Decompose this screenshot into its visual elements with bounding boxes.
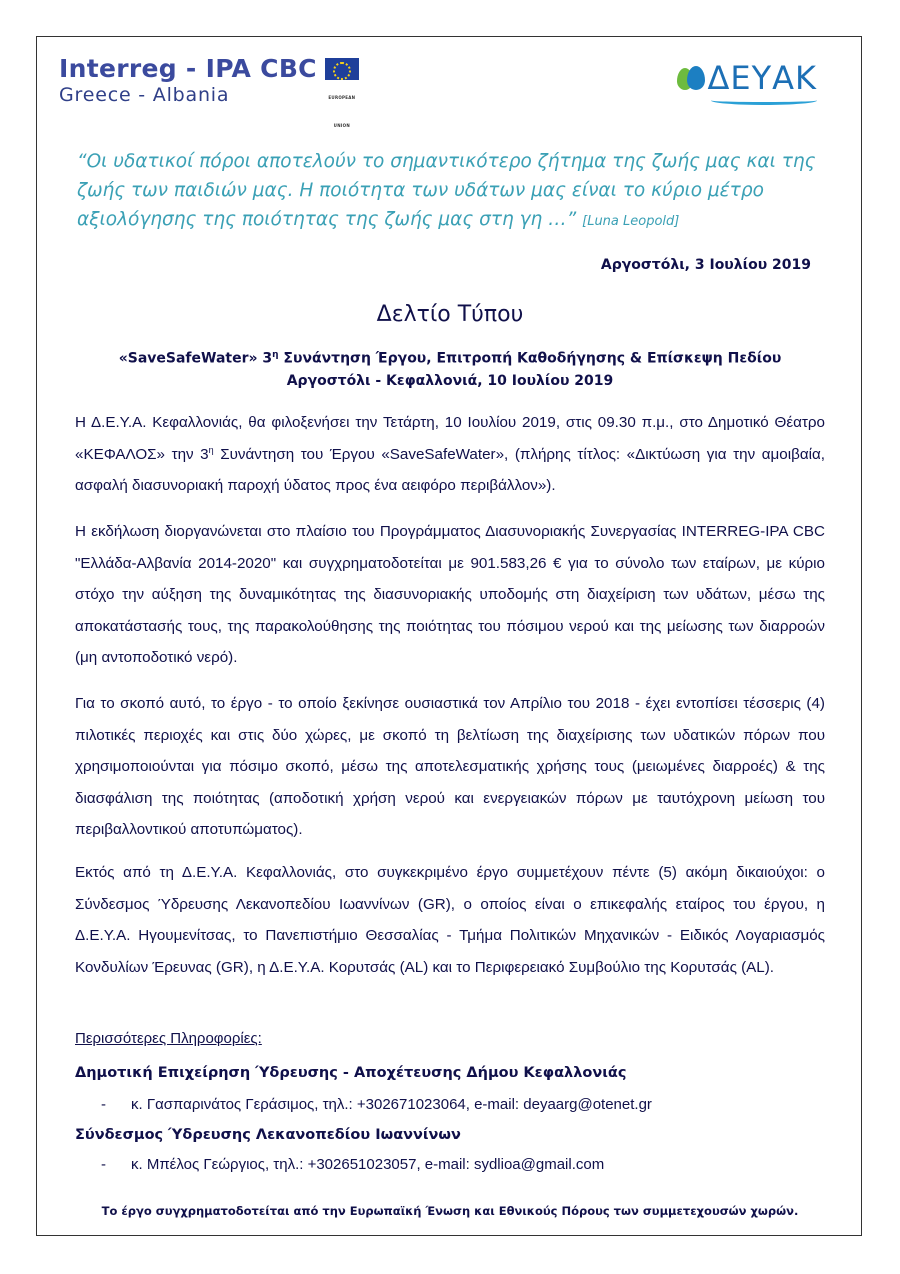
contact-line-1: - κ. Γασπαρινάτος Γεράσιμος, τηλ.: +302671023064, e-mail: deyaarg@otenet.gr <box>101 1096 652 1113</box>
funding-footer: Το έργο συγχρηματοδοτείται από την Ευρωπαϊκή Ένωση και Εθνικούς Πόρους των συμμετεχουσών χωρών. <box>101 1204 799 1218</box>
epigraph-quote <box>77 147 817 236</box>
subtitle-superscript: η <box>272 350 279 360</box>
interreg-logo <box>59 54 359 128</box>
program-region: Greece - Albania <box>59 84 230 106</box>
page-title: Δελτίο Τύπου <box>376 302 524 327</box>
contact-org-1: Δημοτική Επιχείρηση Ύδρευσης - Αποχέτευσης Δήμου Κεφαλλονιάς <box>75 1065 627 1081</box>
press-subtitle <box>37 344 863 392</box>
interreg-logo-text: Interreg - IPA CBC <box>59 54 317 83</box>
water-drop-icon <box>675 62 707 94</box>
paragraph-3: Για το σκοπό αυτό, το έργο - το οποίο ξεκίνησε ουσιαστικά τον Απρίλιο του 2018 - έχει εντοπίσει τέσσερις (4) πιλοτικές περιοχές και στις δύο χώρες, με σκοπό τη βελτίωση της διαχείρισης των υδατικών πόρων που χρησιμοποιούνται για πόσιμο σκοπό, μέσω της αποτελεσματικής χρήσης τους (μειωμένες διαρροές) & της διασφάλιση της ποιότητας (αποδοτική χρήση νερού και ενεργειακών πόρων με ταυτόχρονη μείωση του περιβαλλοντικού αποτυπώματος). <box>75 695 825 838</box>
quote-text: “Οι υδατικοί πόροι αποτελούν το σημαντικότερο ζήτημα της ζωής μας και της ζωής των παιδιών μας. Η ποιότητα των υδάτων μας είναι το κύριο μέτρο αξιολόγησης της ποιότητας της ζωής μας στη γη …” <box>77 151 816 230</box>
press-release-page <box>36 36 862 1236</box>
contact-line-2: - κ. Μπέλος Γεώργιος, τηλ.: +302651023057, e-mail: sydlioa@gmail.com <box>101 1156 605 1173</box>
paragraph-4: Εκτός από τη Δ.Ε.Υ.Α. Κεφαλλονιάς, στο συγκεκριμένο έργο συμμετέχουν πέντε (5) ακόμη δικαιούχοι: ο Σύνδεσμος Ύδρευσης Λεκανοπεδίου Ιωαννίνων (GR), ο οποίος είναι ο επικεφαλής εταίρος του έργου, η Δ.Ε.Υ.Α. Ηγουμενίτσας, το Πανεπιστήμιο Θεσσαλίας - Τμήμα Πολιτικών Μηχανικών - Ειδικός Λογαριασμός Κονδυλίων Έρευνας (GR), η Δ.Ε.Υ.Α. Κορυτσάς (AL) και το Περιφερειακό Συμβούλιο της Κορυτσάς (AL). <box>75 864 825 976</box>
eu-flag-caption: EUROPEAN UNION <box>328 95 356 128</box>
subtitle-line1-a: «SaveSafeWater» 3 <box>118 350 273 367</box>
paragraph-1: Η Δ.Ε.Υ.Α. Κεφαλλονιάς, θα φιλοξενήσει την Τετάρτη, 10 Ιουλίου 2019, στις 09.30 π.μ., στο Δημοτικό Θέατρο «ΚΕΦΑΛΟΣ» την $3^\eta$ Συνάντηση του Έργου «SaveSafeWater», (πλήρης τίτλος: «Δικτύωση για την αμοιβαία, ασφαλή διασυνοριακή παροχή ύδατος προς ένα αειφόρο περιβάλλον»). <box>75 414 825 494</box>
quote-author: [Luna Leopold] <box>582 214 680 229</box>
dateline: Αργοστόλι, 3 Ιουλίου 2019 <box>600 257 811 273</box>
contact-org-2: Σύνδεσμος Ύδρευσης Λεκανοπεδίου Ιωαννίνων <box>75 1127 461 1143</box>
deyak-logo <box>675 59 817 97</box>
bullet-dash: - <box>101 1156 106 1173</box>
subtitle-line2: Αργοστόλι - Κεφαλλονιά, 10 Ιουλίου 2019 <box>286 372 614 389</box>
eu-flag-icon <box>325 58 359 128</box>
wave-icon <box>711 96 817 105</box>
more-info-label: Περισσότερες Πληροφορίες: <box>75 1030 262 1047</box>
subtitle-line1-b: Συνάντηση Έργου, Επιτροπή Καθοδήγησης & Επίσκεψη Πεδίου <box>278 350 782 367</box>
paragraph-2: Η εκδήλωση διοργανώνεται στο πλαίσιο του Προγράμματος Διασυνοριακής Συνεργασίας INTERREG-IPA CBC "Ελλάδα-Αλβανία 2014-2020" και συγχρηματοδοτείται με 901.583,26 € για το σύνολο των εταίρων, με κύριο στόχο την αύξηση της δυναμικότητας της διασυνοριακής υποδομής στη διαχείριση των υδάτων, μέσω της αποκατάστασής τους, της παρακολούθησης της ποιότητας του πόσιμου νερού και της μείωσης των διαρροών (μη αντοποδοτικό νερό). <box>75 523 825 666</box>
deyak-logo-text: ΔΕΥΑΚ <box>707 59 817 97</box>
bullet-dash: - <box>101 1096 106 1113</box>
